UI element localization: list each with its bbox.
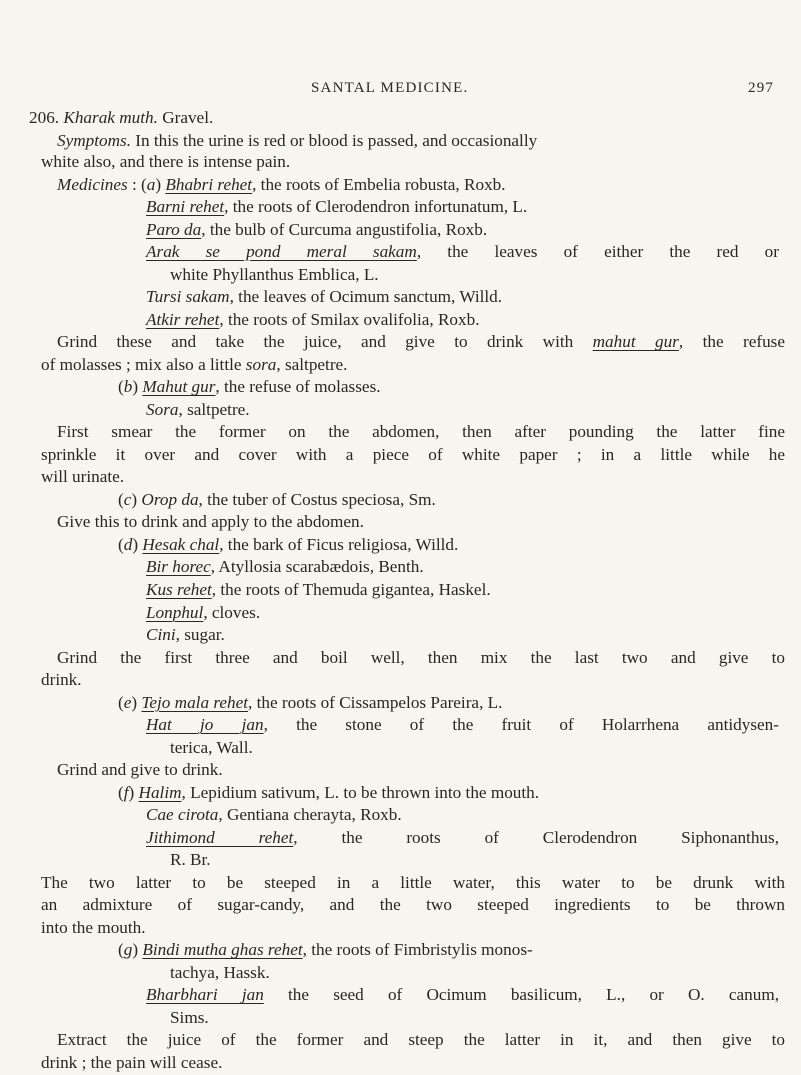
- medicine-f-3: [146, 827, 779, 849]
- page-number: 297: [748, 80, 775, 96]
- plant-desc: , the bulb of Curcuma angustifolia, Roxb.: [201, 219, 488, 239]
- instruction-d-1: Grind the first three and boil well, then mix the last two and give to: [57, 647, 785, 667]
- plant-desc: , the roots of Embelia robusta, Roxb.: [252, 174, 506, 194]
- entry-name: Kharak muth.: [63, 108, 158, 127]
- entry-gloss: Gravel.: [157, 108, 214, 127]
- instruction-c: Give this to drink and apply to the abdomen.: [57, 512, 364, 532]
- plant-name: Hat jo jan: [146, 715, 264, 735]
- medicine-d-2: [146, 556, 424, 578]
- instruction-g-1: Extract the juice of the former and steep the latter in it, and then give to: [57, 1030, 785, 1050]
- plant-desc: , the roots of Fimbristylis monos-: [302, 940, 533, 960]
- running-head-title: SANTAL MEDICINE.: [311, 80, 469, 96]
- plant-name: Lonphul: [146, 602, 204, 622]
- symptoms-line-2: white also, and there is intense pain.: [41, 152, 291, 172]
- instruction-b-2: sprinkle it over and cover with a piece of white paper ; in a little while he: [41, 444, 785, 464]
- letter-g: g: [123, 940, 133, 960]
- medicine-a-1: Medicines : (a) Bhabri rehet, the roots of Embelia robusta, Roxb.: [57, 174, 506, 194]
- plant-name: Tursi sakam: [146, 287, 230, 307]
- medicine-a-3: [146, 219, 487, 241]
- symptoms-line-1: [57, 130, 537, 152]
- instruction-text: , saltpetre.: [276, 354, 348, 374]
- letter-b: b: [123, 377, 133, 397]
- medicine-a-4-cont: white Phyllanthus Emblica, L.: [170, 264, 379, 284]
- plant-name: Cini: [146, 625, 176, 645]
- plant-desc: , Gentiana cherayta, Roxb.: [218, 805, 402, 825]
- medicine-a-6: [146, 309, 480, 331]
- entry-number: 206.: [29, 108, 60, 127]
- plant-name: Hesak chal: [142, 534, 220, 554]
- plant-desc: , the roots of Cissampelos Pareira, L.: [248, 692, 503, 712]
- plant-desc: , the tuber of Costus speciosa, Sm.: [198, 489, 436, 509]
- instruction-f-2: an admixture of sugar-candy, and the two steeped ingredients to be thrown: [41, 895, 785, 915]
- plant-desc: , the roots of Clerodendron infortunatum, L.: [224, 197, 528, 217]
- plant-desc: , the leaves of Ocimum sanctum, Willd.: [229, 287, 503, 307]
- instruction-g-2: drink ; the pain will cease.: [41, 1053, 223, 1072]
- medicine-a-2: [146, 196, 527, 218]
- instruction-e: Grind and give to drink.: [57, 760, 223, 780]
- symptoms-text: In this the urine is red or blood is passed, and occasionally: [131, 130, 538, 150]
- plant-desc: , the leaves of either the red or: [416, 242, 779, 262]
- plant-name: Orop da: [141, 489, 199, 509]
- plant-desc: , Lepidium sativum, L. to be thrown into the mouth.: [181, 782, 540, 802]
- plant-name: Jithimond rehet: [146, 827, 294, 847]
- medicine-g-2-cont: Sims.: [170, 1007, 209, 1027]
- medicine-d-1: (d) Hesak chal, the bark of Ficus religiosa, Willd.: [118, 534, 459, 554]
- instruction-f-1: The two latter to be steeped in a little water, this water to be drunk with: [41, 872, 785, 892]
- medicine-g-2: [146, 984, 779, 1006]
- letter-f: f: [123, 782, 129, 802]
- medicine-d-4: [146, 602, 260, 624]
- plant-desc: , the roots of Themuda gigantea, Haskel.: [211, 580, 491, 599]
- plant-name: Sora: [146, 399, 179, 419]
- plant-name: Bharbhari jan: [146, 985, 264, 1005]
- plant-name: Arak se pond meral sakam: [146, 242, 417, 262]
- plant-name: Mahut gur: [142, 377, 216, 397]
- medicine-e-1: (e) Tejo mala rehet, the roots of Cissampelos Pareira, L.: [118, 692, 503, 712]
- plant-desc: , the roots of Smilax ovalifolia, Roxb.: [219, 309, 480, 329]
- plant-desc: , the bark of Ficus religiosa, Willd.: [219, 534, 459, 554]
- medicine-f-1: (f) Halim, Lepidium sativum, L. to be thrown into the mouth.: [118, 782, 540, 802]
- plant-name: Atkir rehet: [146, 309, 220, 329]
- entry-heading: [29, 107, 213, 129]
- letter-a: a: [146, 174, 156, 194]
- instruction-a-1: [57, 331, 785, 353]
- medicine-c-1: (c) Orop da, the tuber of Costus speciosa, Sm.: [118, 489, 436, 509]
- letter-e: e: [123, 692, 132, 712]
- plant-name: Bir horec: [146, 557, 211, 577]
- plant-name: Halim: [138, 782, 182, 802]
- plant-name: Tejo mala rehet: [141, 692, 249, 712]
- plant-desc: , the refuse of molasses.: [215, 377, 381, 397]
- plant-name: Kus rehet: [146, 580, 212, 599]
- plant-name: mahut gur: [592, 332, 679, 352]
- plant-desc: , Atyllosia scarabædois, Benth.: [210, 557, 424, 577]
- plant-desc: , the roots of Clerodendron Siphonanthus,: [293, 827, 780, 847]
- medicine-e-2: [146, 714, 779, 736]
- medicine-a-4: [146, 241, 779, 263]
- letter-d: d: [123, 534, 133, 554]
- medicine-g-1-cont: tachya, Hassk.: [170, 962, 270, 982]
- instruction-b-1: First smear the former on the abdomen, then after pounding the latter fine: [57, 422, 785, 442]
- plant-name: Bhabri rehet: [165, 174, 253, 194]
- medicine-b-1: (b) Mahut gur, the refuse of molasses.: [118, 377, 381, 397]
- instruction-text: , the refuse: [678, 332, 785, 352]
- instruction-f-3: into the mouth.: [41, 917, 146, 937]
- letter-c: c: [123, 489, 132, 509]
- instruction-a-2: [41, 354, 347, 376]
- instruction-text: of molasses ; mix also a little: [41, 354, 246, 374]
- medicine-d-5: [146, 624, 225, 646]
- instruction-d-2: drink.: [41, 670, 82, 690]
- plant-name: Barni rehet: [146, 197, 225, 217]
- plant-name: Bindi mutha ghas rehet: [142, 940, 303, 960]
- instruction-b-3: will urinate.: [41, 467, 125, 487]
- plant-desc: the seed of Ocimum basilicum, L., or O. canum,: [263, 985, 779, 1005]
- plant-name: Paro da: [146, 219, 202, 239]
- plant-desc: , the stone of the fruit of Holarrhena antidysen-: [263, 715, 779, 735]
- medicine-g-1: (g) Bindi mutha ghas rehet, the roots of Fimbristylis monos-: [118, 940, 533, 960]
- plant-name: sora: [245, 354, 277, 374]
- medicines-colon: : (: [127, 174, 147, 194]
- plant-name: Cae cirota: [146, 805, 219, 825]
- instruction-text: Grind these and take the juice, and give to drink with: [57, 332, 593, 352]
- symptoms-label: Symptoms.: [57, 130, 131, 150]
- medicines-label: Medicines: [57, 174, 128, 194]
- medicine-b-2: [146, 399, 250, 421]
- medicine-e-2-cont: terica, Wall.: [170, 737, 253, 757]
- medicine-f-2: [146, 804, 402, 826]
- plant-desc: , sugar.: [175, 625, 225, 645]
- medicine-a-5: [146, 286, 502, 308]
- medicine-d-3: [146, 579, 491, 601]
- running-head: [0, 80, 801, 100]
- medicine-f-3-cont: R. Br.: [170, 850, 211, 870]
- plant-desc: , saltpetre.: [178, 399, 250, 419]
- plant-desc: , cloves.: [203, 602, 261, 622]
